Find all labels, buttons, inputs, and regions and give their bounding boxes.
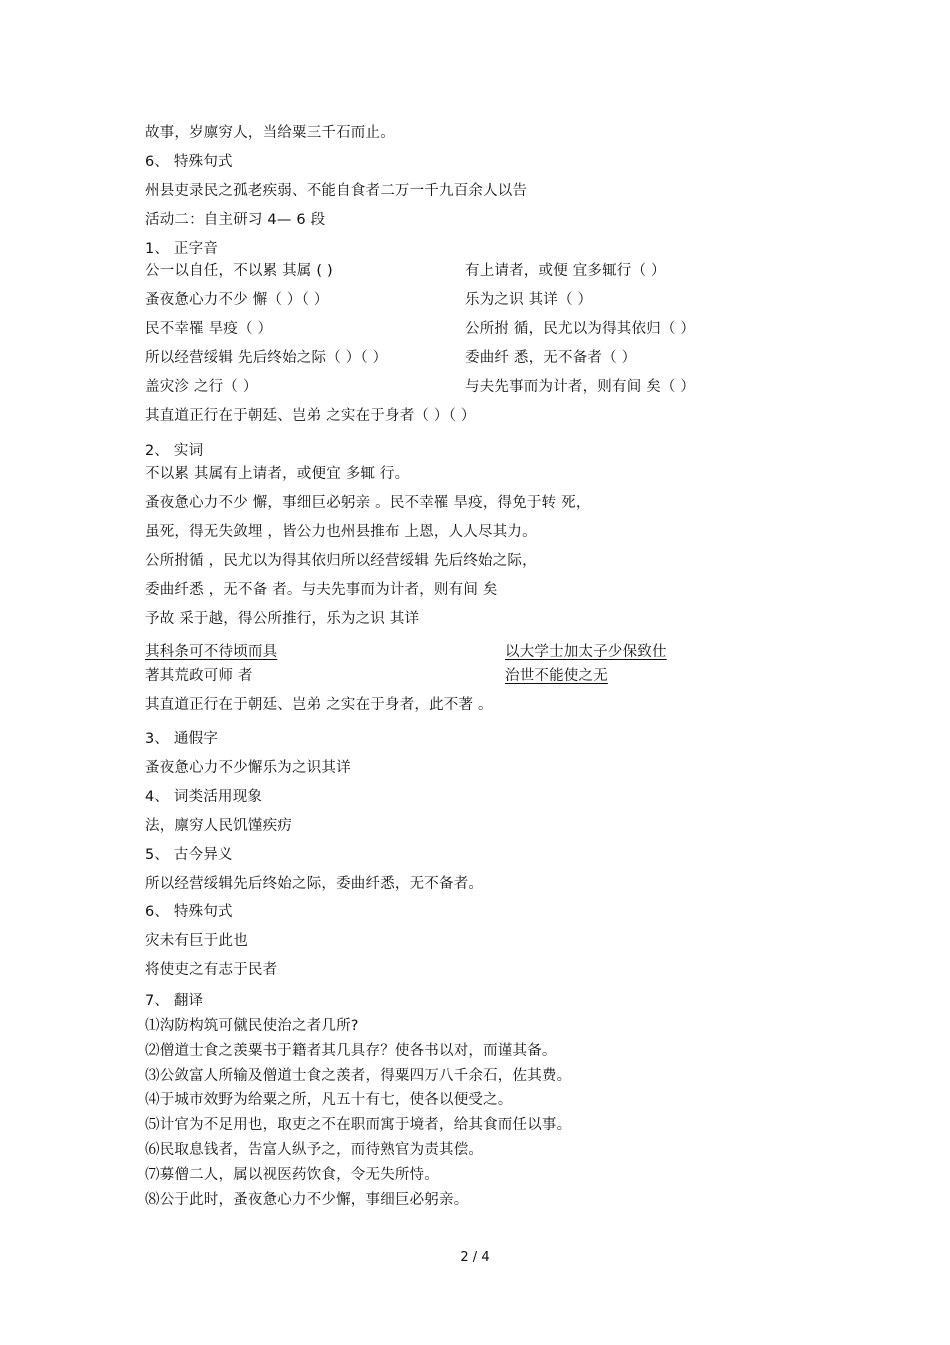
text-line: 将使吏之有志于民者 [145, 962, 278, 978]
section-heading: 3、 通假字 [145, 731, 219, 747]
pronunciation-item: 蚤夜惫心力不少 懈（ ）（ ） [145, 292, 329, 308]
section-heading: 6、 特殊句式 [145, 904, 233, 920]
pronunciation-item: 有上请者，或便 宜多辄行（ ） [465, 263, 666, 279]
pronunciation-item: 与夫先事而为计者，则有间 矣（ ） [465, 379, 696, 395]
text-line: 予故 采于越，得公所推行，乐为之识 其详 [145, 611, 420, 627]
pronunciation-item: 所以经营绥辑 先后终始之际（ ）（ ） [145, 350, 388, 366]
pronunciation-item: 公所拊 循，民尤以为得其依归（ ） [465, 321, 696, 337]
section-heading: 2、 实词 [145, 443, 204, 459]
pronunciation-item: 民不幸罹 旱疫（ ） [145, 321, 273, 337]
pronunciation-item: 其直道正行在于朝廷、岂弟 之实在于身者（ ）（ ） [145, 408, 476, 424]
pronunciation-item: 委曲纤 悉，无不备者（ ） [465, 350, 637, 366]
text-line: 蚤夜惫心力不少懈乐为之识其详 [145, 760, 351, 776]
translation-item: ⑴沟防构筑可僦民使治之者几所? [145, 1018, 359, 1034]
section-heading: 1、 正字音 [145, 241, 219, 257]
translation-item: ⑹民取息钱者，告富人纵予之，而待熟官为责其偿。 [145, 1142, 484, 1158]
section-heading: 5、 古今异义 [145, 847, 233, 863]
translation-item: ⑻公于此时，蚤夜惫心力不少懈，事细巨必躬亲。 [145, 1192, 469, 1208]
translation-item: ⑵僧道士食之羡粟书于籍者其几具存？使各书以对，而谨其备。 [145, 1043, 557, 1059]
text-line: 著其荒政可师 者 [145, 668, 253, 684]
text-line: 所以经营绥辑先后终始之际，委曲纤悉，无不备者。 [145, 876, 484, 892]
text-line: 其直道正行在于朝廷、岂弟 之实在于身者，此不著 。 [145, 697, 493, 713]
text-line: 故事，岁廪穷人，当给粟三千石而止。 [145, 125, 395, 141]
text-line: 其科条可不待顷而具 [145, 644, 278, 660]
section-heading: 7、 翻译 [145, 993, 204, 1009]
activity-heading: 活动二：自主研习 4— 6 段 [145, 212, 326, 228]
text-line: 治世不能使之无 [505, 668, 608, 684]
text-line: 公所拊循 ，民尤以为得其依归所以经营绥辑 先后终始之际， [145, 553, 537, 569]
section-heading: 6、 特殊句式 [145, 154, 233, 170]
page-number: 2 / 4 [460, 1250, 490, 1265]
translation-item: ⑺募僧二人，属以视医药饮食，令无失所恃。 [145, 1167, 439, 1183]
text-line: 灾未有巨于此也 [145, 933, 248, 949]
text-line: 虽死，得无失敛埋 ，皆公力也州县推布 上恩，人人尽其力。 [145, 524, 537, 540]
translation-item: ⑸计官为不足用也，取吏之不在职而寓于境者，给其食而任以事。 [145, 1117, 572, 1133]
text-line: 法，廪穷人民饥馑疾疠 [145, 818, 292, 834]
text-line: 州县吏录民之孤老疾弱、不能自食者二万一千九百余人以告 [145, 183, 528, 199]
translation-item: ⑷于城市效野为给粟之所，凡五十有七，使各以便受之。 [145, 1092, 513, 1108]
text-line: 蚤夜惫心力不少 懈，事细巨必躬亲 。民不幸罹 旱疫，得免于转 死， [145, 495, 591, 511]
section-heading: 4、 词类活用现象 [145, 789, 263, 805]
text-line: 以大学士加太子少保致仕 [505, 644, 667, 660]
translation-item: ⑶公敛富人所输及僧道士食之羡者，得粟四万八千余石，佐其费。 [145, 1068, 572, 1084]
pronunciation-item: 盖灾沴 之行（ ） [145, 379, 258, 395]
pronunciation-item: 公一以自任，不以累 其属 ( ) [145, 263, 333, 279]
text-line: 不以累 其属有上请者，或便宜 多辄 行。 [145, 466, 410, 482]
text-line: 委曲纤悉 ，无不备 者。与夫先事而为计者，则有间 矣 [145, 582, 498, 598]
pronunciation-item: 乐为之识 其详（ ） [465, 292, 593, 308]
